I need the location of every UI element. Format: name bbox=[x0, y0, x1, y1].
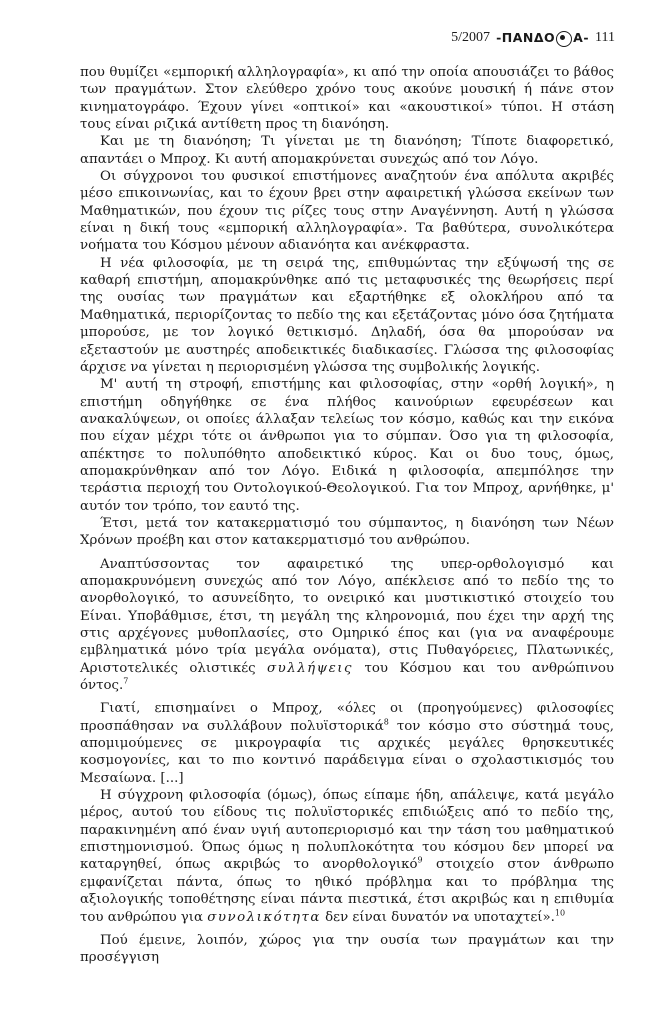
paragraph bbox=[80, 700, 614, 787]
paragraph-text: Γιατί, επισημαίνει ο Μπροχ, «όλες οι (προηγούμενες) φιλοσοφίες προσπάθησαν να συλλάβουν πολυϊστορικά bbox=[80, 701, 614, 734]
page-number: 111 bbox=[595, 30, 615, 46]
paragraph bbox=[80, 255, 614, 376]
paragraph-text: τον κόσμο στο σύστημά τους, απομιμούμενες σε μικρογραφία τις αρχικές μεγάλες θρησκευτικές κοσμογονίες, και το πιο κοντινό παράδειγμα είναι ο σχολαστικισμός του Μεσαίωνα. [...] bbox=[80, 718, 614, 786]
paragraph bbox=[80, 168, 614, 255]
journal-name-prefix: -ΠΑΝΔΟ bbox=[496, 30, 556, 45]
paragraph bbox=[80, 515, 614, 550]
article-body bbox=[80, 64, 614, 967]
footnote-ref: 9 bbox=[417, 856, 423, 866]
paragraph-text: Η νέα φιλοσοφία, με τη σειρά της, επιθυμώντας την εξύψωσή της σε καθαρή επιστήμη, απομακρύνθηκε από τις μεταφυσικές της θεωρήσεις περί της ουσίας των πραγμάτων και εξαρτήθηκε εξ ολοκλήρου από τα Μαθηματικά, περιορίζοντας το πεδίο της και εξετάζοντας μόνο όσα ζητήματα μπορούσε, με τον λογικό θετικισμό. Δηλαδή, όσα θα μπορούσαν να εξεταστούν με αυστηρές αποδεικτικές διαδικασίες. Γλώσσα της φιλοσοφίας άρχισε να γίνεται η περιορισμένη γλώσσα της συμβολικής λογικής. bbox=[80, 255, 614, 375]
paragraph-text: Έτσι, μετά τον κατακερματισμό του σύμπαντος, η διανόηση των Νέων Χρόνων προέβη και στον κατακερματισμό του ανθρώπου. bbox=[80, 515, 614, 549]
paragraph bbox=[80, 787, 614, 926]
page-header bbox=[451, 30, 615, 47]
paragraph bbox=[80, 556, 614, 695]
paragraph-text: στοιχείο στον άνθρωπο εμφανίζεται πάντα, όπως το ηθικό πρόβλημα και το πρόβλημα της αξιολογικής τοποθέτησης είναι πάντα πιεστικά, έτσι ακριβώς και η επιθυμία του ανθρώπου για bbox=[80, 857, 614, 925]
journal-name-suffix: Α- bbox=[573, 30, 590, 45]
paragraph bbox=[80, 376, 614, 515]
journal-name bbox=[496, 30, 589, 47]
paragraph-text: Πού έμεινε, λοιπόν, χώρος για την ουσία των πραγμάτων και την προσέγγιση bbox=[80, 932, 614, 966]
issue-date: 5/2007 bbox=[451, 30, 491, 46]
paragraph-text: Και με τη διανόηση; Τι γίνεται με τη διανόηση; Τίποτε διαφορετικό, απαντάει ο Μπροχ. Κι αυτή απομακρύνεται συνεχώς από τον Λόγο. bbox=[80, 134, 614, 167]
paragraph-text: Μ' αυτή τη στροφή, επιστήμης και φιλοσοφίας, στην «ορθή λογική», η επιστήμη οδηγήθηκε σε ένα πλήθος καινούριων εφευρέσεων και ανακαλύψεων, οι οποίες άλλαξαν τελείως τον κόσμο, καθώς και την εικόνα που είχαν μέχρι τότε οι άνθρωποι για το σύμπαν. Όσο για τη φιλοσοφία, απέκτησε το πολυπόθητο αποδεικτικό κύρος. Και οι δυο τους, όμως, απομακρύνθηκαν από τον Λόγο. Ειδικά η φιλοσοφία, απεμπόλησε την τεράστια περιοχή του Οντολογικού-Θεολογικού. Για τον Μπροχ, αρνήθηκε, μ' αυτόν τον τρόπο, τον εαυτό της. bbox=[80, 377, 614, 514]
paragraph bbox=[80, 133, 614, 168]
emphasis-text: συλλήψεις bbox=[267, 660, 353, 676]
paragraph-text: Αναπτύσσοντας τον αφαιρετικό της υπερ-ορθολογισμό και απομακρυνόμενη συνεχώς από τον Λόγο, απέκλεισε από το πεδίο της το ανορθολογικό, το ασυνείδητο, το ονειρικό και μυστικιστικό στοιχείο του Είναι. Υποβάθμισε, έτσι, τη μεγάλη της κληρονομιά, που έχει την αρχή της στις αρχέγονες μυθοπλασίες, στο Ομηρικό έπος και (για να αναφέρουμε εμβληματικά μόνο τρία μεγάλα ονόματα), στις Πυθαγόρειες, Πλατωνικές, Αριστοτελικές ολιστικές bbox=[80, 556, 614, 676]
pandora-logo-icon bbox=[556, 31, 572, 47]
paragraph-text: που θυμίζει «εμπορική αλληλογραφία», κι από την οποία απουσιάζει το βάθος των πραγμάτων. Στον ελεύθερο χρόνο τους ακούνε μουσική ή πάνε στον κινηματογράφο. Έχουν γίνει «οπτικοί» και «ακουστικοί» τύποι. Η στάση τους είναι ριζικά αντίθετη προς τη διανόηση. bbox=[80, 65, 614, 133]
paragraph bbox=[80, 64, 614, 133]
emphasis-text: συνολικότητα bbox=[207, 909, 321, 925]
footnote-ref: 8 bbox=[383, 717, 389, 727]
paragraph-text: Οι σύγχρονοι του φυσικοί επιστήμονες αναζητούν ένα απόλυτα ακριβές μέσο επικοινωνίας, και το έχουν βρει στην αφαιρετική γλώσσα εκείνων των Μαθηματικών, που έχουν τις ρίζες τους στην Αναγέννηση. Αυτή η γλώσσα είναι η δική τους «εμπορική αλληλογραφία». Τα βαθύτερα, συνολικότερα νοήματα του Κόσμου μένουν αδιανόητα και ανέκφραστα. bbox=[80, 169, 614, 254]
paragraph bbox=[80, 932, 614, 967]
paragraph-text: του Κόσμου και του ανθρώπινου όντος. bbox=[80, 660, 614, 694]
footnote-ref: 7 bbox=[123, 676, 129, 686]
footnote-ref: 10 bbox=[554, 908, 566, 918]
paragraph-text: Η σύγχρονη φιλοσοφία (όμως), όπως είπαμε ήδη, απάλειψε, κατά μεγάλο μέρος, αυτού του είδους τις πολυϊστορικές επιδιώξεις από το πεδίο της, παρακινημένη από έναν υγιή αυτοπεριορισμό και την τάση του μαθηματικού επιστημονισμού. Όπως όμως η πολυπλοκότητα του κόσμου δεν μπορεί να καταργηθεί, όπως ακριβώς το ανορθολογικό bbox=[80, 788, 614, 873]
paragraph-text: δεν είναι δυνατόν να υποταχτεί». bbox=[320, 909, 555, 925]
